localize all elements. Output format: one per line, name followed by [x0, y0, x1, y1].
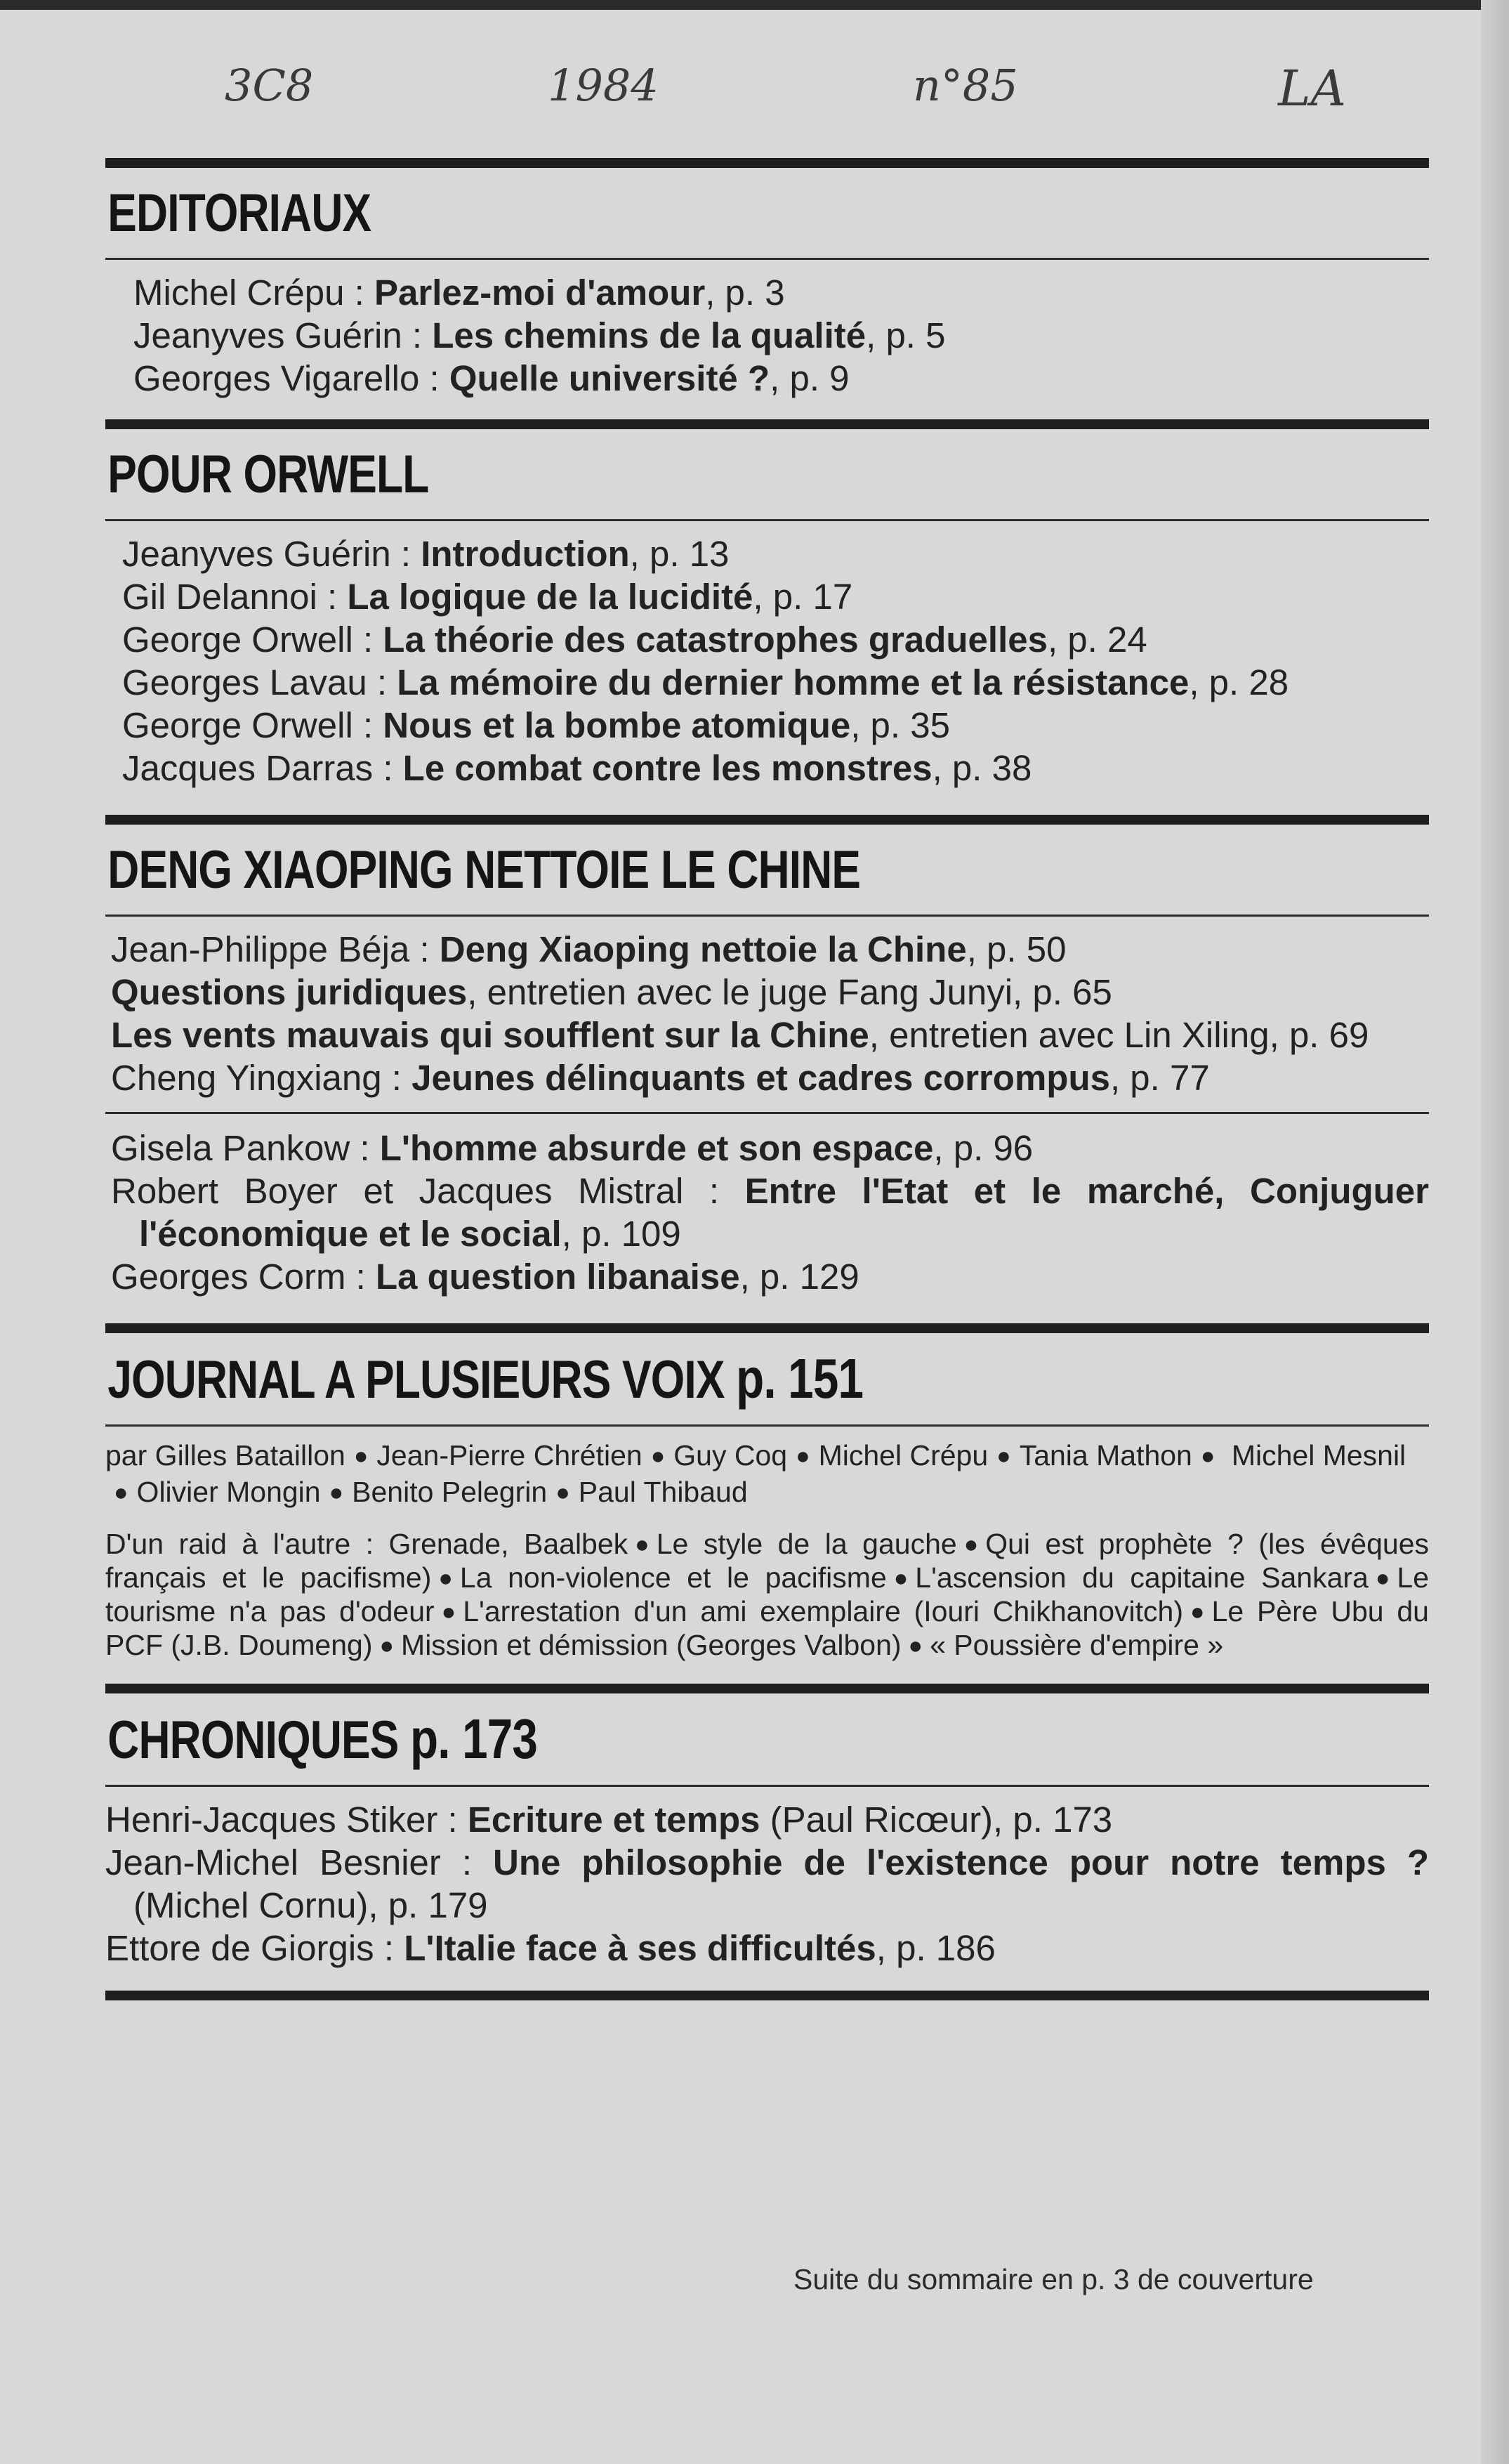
entry-author: Gil Delannoi : — [122, 577, 348, 617]
toc-entry[interactable] — [122, 575, 1429, 618]
toc-entry[interactable] — [133, 314, 1429, 357]
table-of-contents — [105, 158, 1429, 2007]
entry-page: , p. 28 — [1189, 662, 1289, 702]
entry-page: , p. 3 — [705, 273, 785, 313]
entry-title: Nous et la bombe atomique — [383, 705, 851, 745]
section-underline — [105, 258, 1429, 260]
footer-note: Suite du sommaire en p. 3 de couverture — [793, 2263, 1314, 2295]
entry-author: Jacques Darras : — [122, 748, 403, 788]
entry-title: L'Italie face à ses difficultés — [404, 1928, 876, 1968]
entry-title: Questions juridiques — [111, 972, 468, 1012]
section-divider — [105, 1991, 1429, 2000]
entry-title: L'homme absurde et son espace — [379, 1128, 934, 1168]
bullet-icon: ● — [1200, 1443, 1215, 1469]
entry-details: , entretien avec le juge Fang Junyi, p. 65 — [467, 972, 1112, 1012]
section-deng-xiaoping — [105, 815, 1429, 1298]
section-journal — [105, 1323, 1429, 1663]
topic[interactable]: D'un raid à l'autre : Grenade, Baalbek — [105, 1528, 628, 1560]
section-chroniques — [105, 1684, 1429, 2000]
topic[interactable]: L'ascension du capitaine Sankara — [915, 1561, 1369, 1594]
bullet-icon: ● — [1375, 1565, 1390, 1592]
handwritten-note: 3C8 — [225, 60, 314, 111]
bullet-icon: ● — [650, 1443, 666, 1469]
topic[interactable]: Mission et démission (Georges Valbon) — [401, 1629, 902, 1661]
entry-title: Quelle université ? — [449, 358, 770, 398]
entry-author: George Orwell : — [122, 705, 383, 745]
entry-list — [105, 271, 1429, 400]
entry-page: , p. 77 — [1109, 1058, 1210, 1098]
section-title — [105, 1700, 1191, 1779]
bullet-icon: ● — [555, 1479, 570, 1506]
toc-entry[interactable] — [122, 661, 1429, 704]
section-page: p. 173 — [410, 1708, 538, 1770]
entry-author: Gisela Pankow : — [111, 1128, 380, 1168]
bullet-icon: ● — [908, 1632, 923, 1659]
handwritten-note: 1984 — [548, 60, 659, 111]
handwritten-note: LA — [1278, 60, 1347, 117]
contributor: Michel Crépu — [818, 1439, 989, 1472]
toc-entry[interactable] — [122, 747, 1429, 789]
section-title: POUR ORWELL — [107, 445, 429, 504]
entry-author: George Orwell : — [122, 620, 383, 660]
entry-page: , p. 17 — [753, 577, 853, 617]
contributor: Jean-Pierre Chrétien — [376, 1439, 643, 1472]
bullet-icon: ● — [441, 1599, 456, 1625]
section-divider — [105, 1684, 1429, 1693]
topics-list — [105, 1528, 1429, 1663]
section-title: DENG XIAOPING NETTOIE LE CHINE — [107, 840, 861, 900]
section-title-text: JOURNAL A PLUSIEURS VOIX — [107, 1350, 725, 1410]
entry-title: Le combat contre les monstres — [402, 748, 933, 788]
entry-title: La question libanaise — [375, 1257, 740, 1297]
entry-title: Jeunes délinquants et cadres corrompus — [411, 1058, 1110, 1098]
toc-entry[interactable] — [122, 532, 1429, 575]
entry-author: Jeanyves Guérin : — [122, 534, 421, 574]
toc-entry[interactable] — [111, 1255, 1429, 1298]
contributor: Olivier Mongin — [136, 1476, 321, 1508]
toc-entry[interactable] — [133, 271, 1429, 314]
contributors-prefix: par — [105, 1439, 147, 1472]
toc-entry[interactable] — [105, 1927, 1429, 1970]
entry-author: Georges Corm : — [111, 1257, 376, 1297]
entry-page: , p. 109 — [561, 1214, 681, 1254]
entry-title: Ecriture et temps — [467, 1800, 760, 1840]
topic[interactable]: Le Père Ubu du PCF (J.B. Doumeng) — [105, 1595, 1429, 1661]
bullet-icon: ● — [438, 1565, 453, 1592]
entry-author: Georges Lavau : — [122, 662, 397, 702]
toc-entry[interactable] — [111, 1056, 1429, 1099]
bullet-icon: ● — [796, 1443, 810, 1469]
section-editoriaux — [105, 158, 1429, 400]
entry-page: , p. 35 — [850, 705, 950, 745]
section-underline — [105, 1785, 1429, 1787]
topic[interactable]: Le style de la gauche — [656, 1528, 957, 1560]
entry-page: , p. 50 — [966, 929, 1067, 969]
section-pour-orwell — [105, 419, 1429, 789]
contributor: Michel Mesnil — [1231, 1439, 1406, 1472]
entry-page: , p. 96 — [933, 1128, 1034, 1168]
bullet-icon: ● — [329, 1479, 344, 1506]
bullet-icon: ● — [379, 1632, 395, 1659]
entry-title: Entre l'Etat et le marché, Conjuguer l'économique et le social — [139, 1171, 1429, 1254]
topic[interactable]: « Poussière d'empire » — [930, 1629, 1224, 1661]
bullet-icon: ● — [353, 1443, 369, 1469]
toc-entry[interactable] — [105, 1798, 1429, 1841]
bullet-icon: ● — [635, 1531, 650, 1558]
entry-author: Michel Crépu : — [133, 273, 374, 313]
toc-entry[interactable] — [111, 1169, 1429, 1255]
bullet-icon: ● — [893, 1565, 909, 1592]
entry-author: Robert Boyer et Jacques Mistral : — [111, 1171, 745, 1211]
section-page: p. 151 — [736, 1347, 864, 1410]
journal-content — [105, 1438, 1429, 1663]
contributor: Gilles Bataillon — [154, 1439, 345, 1472]
entry-details: , entretien avec Lin Xiling, p. 69 — [869, 1015, 1369, 1055]
entry-list — [105, 1127, 1429, 1298]
contributor: Benito Pelegrin — [352, 1476, 548, 1508]
topic[interactable]: L'arrestation d'un ami exemplaire (Iouri Chikhanovitch) — [463, 1595, 1183, 1627]
topic[interactable]: La non-violence et le pacifisme — [459, 1561, 887, 1594]
section-title: EDITORIAUX — [107, 183, 371, 243]
contributor: Tania Mathon — [1019, 1439, 1192, 1472]
topic[interactable]: Qui est prophète ? (les évêques français et le pacifisme) — [105, 1528, 1430, 1594]
divider — [105, 1112, 1429, 1114]
toc-entry[interactable] — [111, 1014, 1429, 1056]
entry-author: Jeanyves Guérin : — [133, 315, 433, 355]
toc-entry[interactable] — [111, 971, 1429, 1014]
toc-entry[interactable] — [133, 357, 1429, 400]
entry-title: Une philosophie de l'existence pour notre temps ? — [493, 1842, 1429, 1882]
contributors-list — [105, 1438, 1429, 1511]
entry-author: Henri-Jacques Stiker : — [105, 1800, 468, 1840]
bullet-icon: ● — [996, 1443, 1011, 1469]
entry-page: , p. 129 — [739, 1257, 859, 1297]
page-right-edge — [1481, 0, 1509, 2464]
section-underline — [105, 1424, 1429, 1427]
entry-page: , p. 9 — [770, 358, 850, 398]
contributor: Guy Coq — [673, 1439, 788, 1472]
entry-page: , p. 24 — [1047, 620, 1147, 660]
entry-details: , p. 186 — [876, 1928, 996, 1968]
section-underline — [105, 915, 1429, 917]
handwritten-notes — [0, 60, 1509, 144]
entry-title: La théorie des catastrophes graduelles — [383, 620, 1048, 660]
contributor: Paul Thibaud — [578, 1476, 748, 1508]
toc-entry[interactable] — [122, 704, 1429, 747]
section-divider — [105, 158, 1429, 168]
entry-title: Deng Xiaoping nettoie la Chine — [439, 929, 967, 969]
section-divider — [105, 815, 1429, 825]
entry-page: , p. 13 — [629, 534, 730, 574]
entry-title: Les chemins de la qualité — [432, 315, 866, 355]
bullet-icon: ● — [963, 1531, 979, 1558]
bullet-icon: ● — [1190, 1599, 1205, 1625]
section-title — [105, 1340, 1191, 1419]
bullet-icon: ● — [114, 1479, 129, 1506]
toc-entry[interactable] — [122, 618, 1429, 661]
entry-title: La logique de la lucidité — [347, 577, 753, 617]
entry-title: Introduction — [421, 534, 630, 574]
page-top-edge — [0, 0, 1509, 10]
section-divider — [105, 1323, 1429, 1333]
section-title-text: CHRONIQUES — [107, 1710, 399, 1770]
topic[interactable]: Le tourisme n'a pas d'odeur — [105, 1561, 1429, 1627]
entry-title: La mémoire du dernier homme et la résistance — [397, 662, 1190, 702]
section-divider — [105, 419, 1429, 429]
entry-title: Parlez-moi d'amour — [374, 273, 706, 313]
entry-author: Cheng Yingxiang : — [111, 1058, 412, 1098]
entry-list — [105, 1798, 1429, 1970]
entry-details: (Paul Ricœur), p. 173 — [760, 1800, 1113, 1840]
entry-list — [105, 928, 1429, 1099]
entry-page: , p. 5 — [866, 315, 946, 355]
entry-author: Jean-Michel Besnier : — [105, 1842, 494, 1882]
entry-list — [105, 532, 1429, 789]
entry-title: Les vents mauvais qui soufflent sur la Chine — [111, 1015, 869, 1055]
entry-details: (Michel Cornu), p. 179 — [133, 1885, 488, 1925]
entry-author: Jean-Philippe Béja : — [111, 929, 440, 969]
handwritten-note: n°85 — [913, 60, 1018, 111]
entry-author: Ettore de Giorgis : — [105, 1928, 404, 1968]
entry-author: Georges Vigarello : — [133, 358, 449, 398]
toc-entry[interactable] — [111, 928, 1429, 971]
entry-page: , p. 38 — [932, 748, 1032, 788]
toc-entry[interactable] — [105, 1841, 1429, 1927]
toc-entry[interactable] — [111, 1127, 1429, 1169]
section-underline — [105, 519, 1429, 521]
